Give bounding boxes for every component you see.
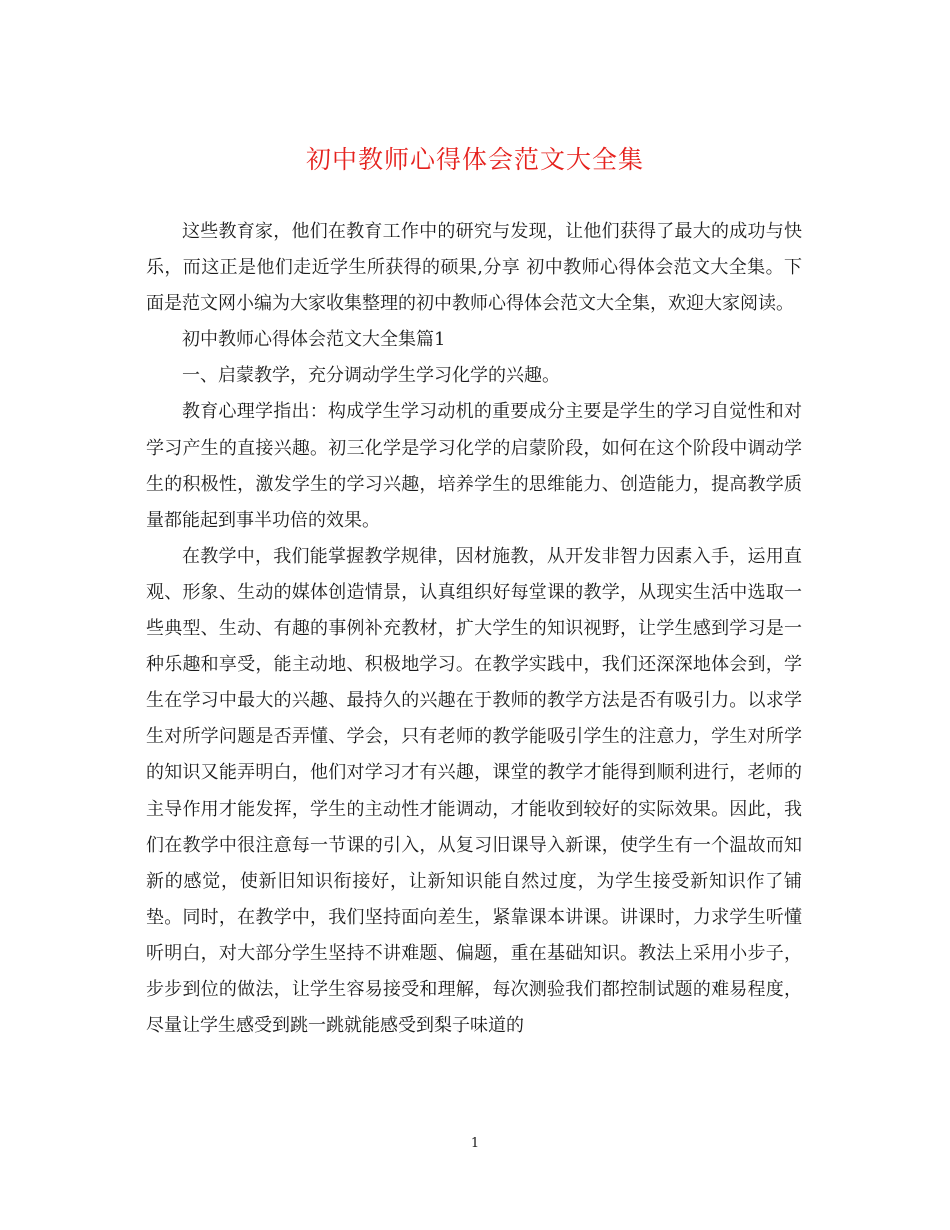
document-body: [146, 214, 802, 1044]
body-paragraph: 在教学中，我们能掌握教学规律，因材施教，从开发非智力因素入手，运用直观、形象、生动的媒体创造情景，认真组织好每堂课的教学，从现实生活中选取一些典型、生动、有趣的事例补充教材，扩大学生的知识视野，让学生感到学习是一种乐趣和享受，能主动地、积极地学习。在教学实践中，我们还深深地体会到，学生在学习中最大的兴趣、最持久的兴趣在于教师的教学方法是否有吸引力。以求学生对所学问题是否弄懂、学会，只有老师的教学能吸引学生的注意力，学生对所学的知识又能弄明白，他们对学习才有兴趣，课堂的教学才能得到顺利进行，老师的主导作用才能发挥，学生的主动性才能调动，才能收到较好的实际效果。因此，我们在教学中很注意每一节课的引入，从复习旧课导入新课，使学生有一个温故而知新的感觉，使新旧知识衔接好，让新知识能自然过度，为学生接受新知识作了铺垫。同时，在教学中，我们坚持面向差生，紧靠课本讲课。讲课时，力求学生听懂听明白，对大部分学生坚持不讲难题、偏题，重在基础知识。教法上采用小步子，步步到位的做法，让学生容易接受和理解，每次测验我们都控制试题的难易程度，尽量让学生感受到跳一跳就能感受到梨子味道的: [146, 545, 802, 1037]
page-number: 1: [470, 1136, 480, 1151]
section-heading: 初中教师心得体会范文大全集篇1: [182, 329, 446, 351]
intro-paragraph: 这些教育家，他们在教育工作中的研究与发现，让他们获得了最大的成功与快乐，而这正是他们走近学生所获得的硕果,分享 初中教师心得体会范文大全集。下面是范文网小编为大家收集整理的初中教师心得体会范文大全集，欢迎大家阅读。: [146, 221, 802, 315]
subsection-heading: 一、启蒙教学，充分调动学生学习化学的兴趣。: [182, 365, 560, 387]
body-paragraph: 教育心理学指出：构成学生学习动机的重要成分主要是学生的学习自觉性和对学习产生的直接兴趣。初三化学是学习化学的启蒙阶段，如何在这个阶段中调动学生的积极性，激发学生的学习兴趣，培养学生的思维能力、创造能力，提高教学质量都能起到事半功倍的效果。: [146, 401, 802, 531]
document-title: 初中教师心得体会范文大全集: [305, 145, 644, 174]
